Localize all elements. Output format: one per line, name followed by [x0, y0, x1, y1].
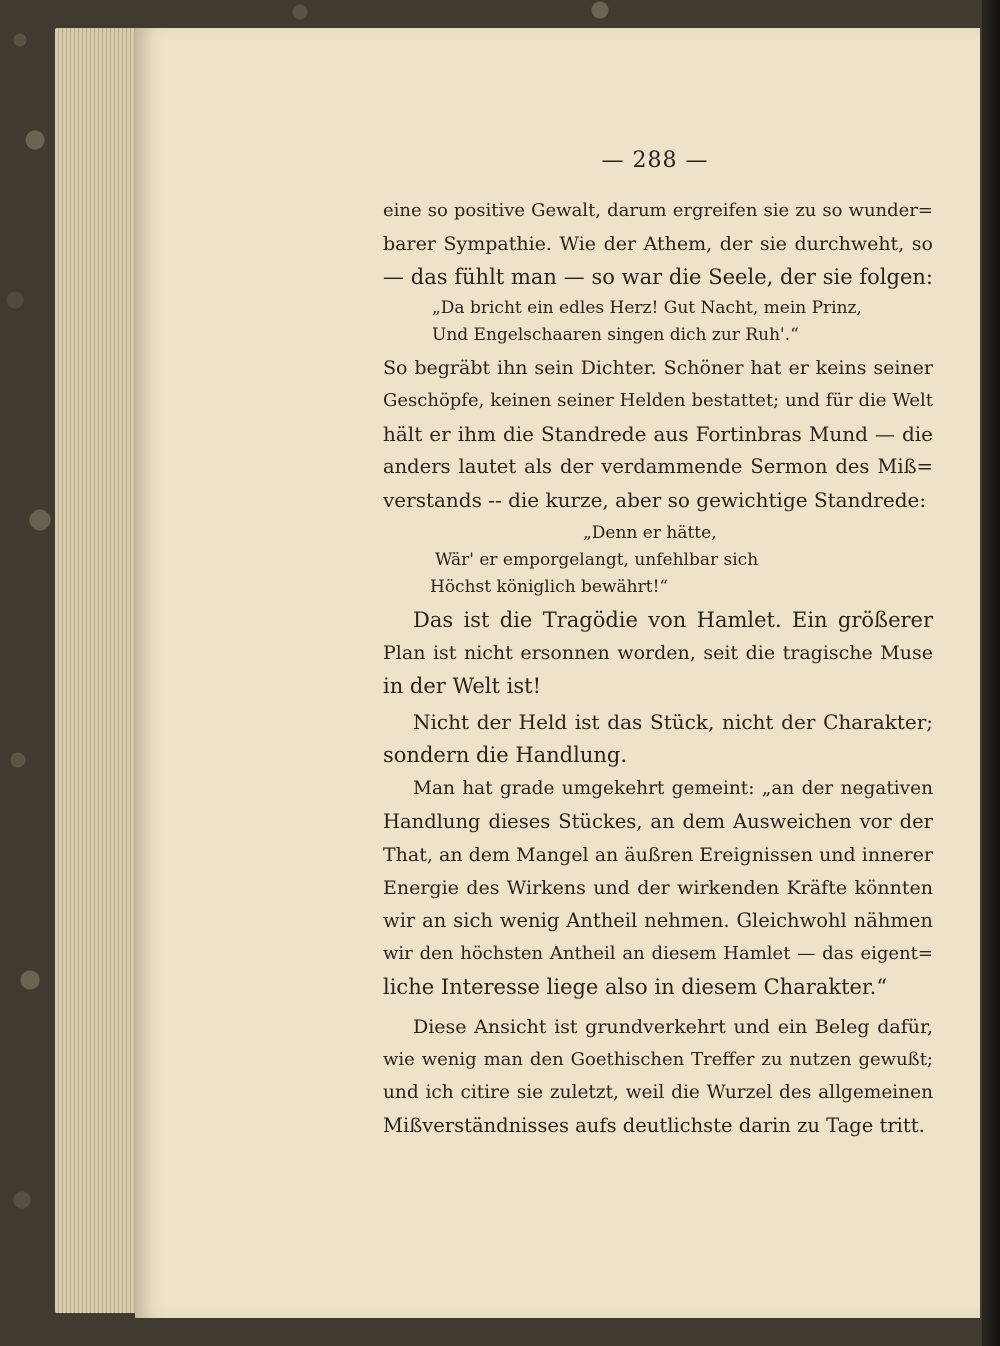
- text-line: liche Interesse liege also in diesem Charakter.“: [383, 975, 888, 999]
- text-line: That, an dem Mangel an äußren Ereignissen und innerer: [383, 844, 933, 866]
- book-edge: [982, 0, 1000, 1346]
- text-line: in der Welt ist!: [383, 674, 542, 698]
- verse-quote-line: Wär' er emporgelangt, unfehlbar sich: [435, 550, 759, 570]
- verse-quote-line: Höchst königlich bewährt!“: [430, 577, 669, 597]
- text-line: verstands -- die kurze, aber so gewichtige Standrede:: [383, 488, 927, 512]
- text-line: hält er ihm die Standrede aus Fortinbras Mund — die: [383, 422, 933, 446]
- text-line: Plan ist nicht ersonnen worden, seit die tragische Muse: [383, 642, 933, 664]
- text-line: wir an sich wenig Antheil nehmen. Gleichwohl nähmen: [383, 909, 933, 932]
- text-line: sondern die Handlung.: [383, 743, 628, 767]
- text-line: und ich citire sie zuletzt, weil die Wurzel des allgemeinen: [383, 1082, 933, 1103]
- verse-quote-line: Und Engelschaaren singen dich zur Ruh'.“: [432, 325, 799, 345]
- text-line: Mißverständnisses aufs deutlichste darin zu Tage tritt.: [383, 1114, 925, 1137]
- text-line: — das fühlt man — so war die Seele, der sie folgen:: [383, 265, 933, 289]
- verse-quote-line: „Denn er hätte,: [583, 523, 717, 543]
- text-line: So begräbt ihn sein Dichter. Schöner hat er keins seiner: [383, 357, 933, 379]
- text-line: wie wenig man den Goethischen Treffer zu nutzen gewußt;: [383, 1049, 933, 1070]
- text-line: Diese Ansicht ist grundverkehrt und ein Beleg dafür,: [413, 1016, 933, 1038]
- text-line: Energie des Wirkens und der wirkenden Kräfte könnten: [383, 877, 933, 899]
- verse-quote-line: „Da bricht ein edles Herz! Gut Nacht, mein Prinz,: [432, 298, 862, 318]
- text-line: Handlung dieses Stückes, an dem Ausweichen vor der: [383, 810, 933, 833]
- text-line: Das ist die Tragödie von Hamlet. Ein größerer: [413, 608, 933, 632]
- text-line: eine so positive Gewalt, darum ergreifen sie zu so wunder=: [383, 200, 933, 221]
- text-line: Man hat grade umgekehrt gemeint: „an der negativen: [413, 778, 933, 799]
- text-line: Geschöpfe, keinen seiner Helden bestattet; und für die Welt: [383, 390, 933, 411]
- text-line: Nicht der Held ist das Stück, nicht der Charakter;: [413, 710, 933, 734]
- text-line: barer Sympathie. Wie der Athem, der sie durchweht, so: [383, 233, 933, 255]
- text-line: anders lautet als der verdammende Sermon des Miß=: [383, 455, 933, 478]
- page-number: — 288 —: [601, 148, 709, 173]
- text-line: wir den höchsten Antheil an diesem Hamlet — das eigent=: [383, 943, 933, 964]
